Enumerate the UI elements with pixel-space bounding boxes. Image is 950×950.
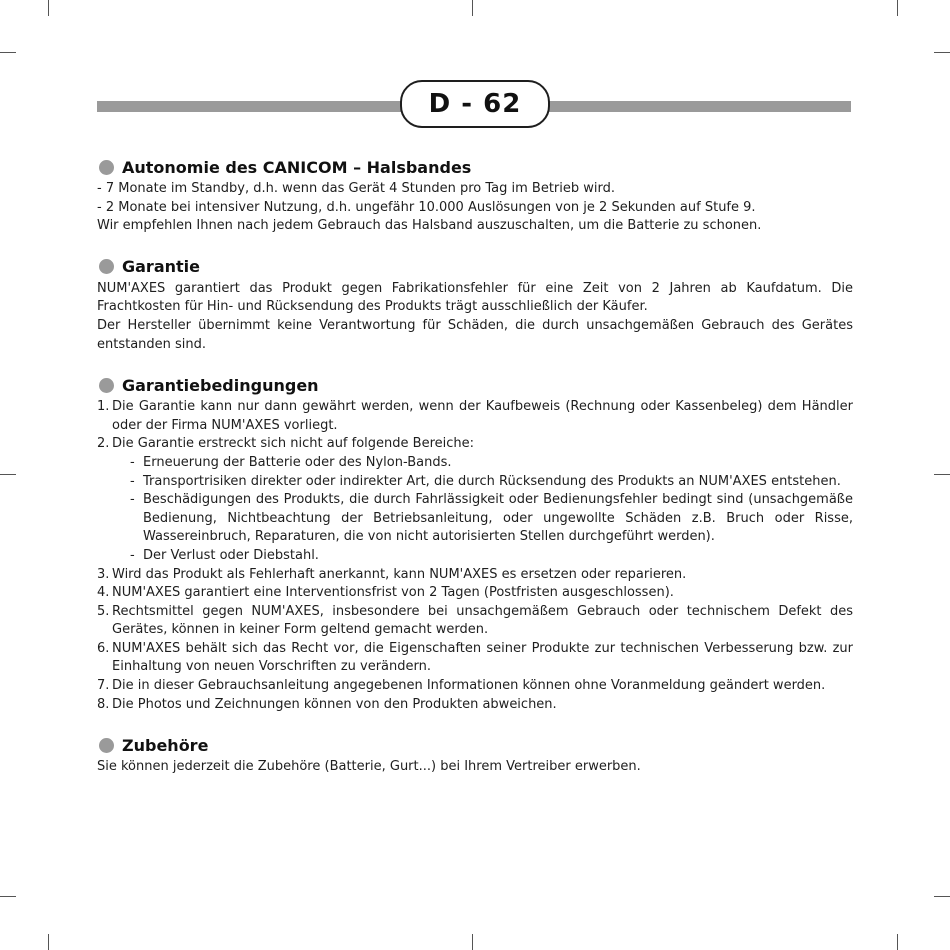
list-item: 7. Die in dieser Gebrauchsanleitung angegebenen Informationen können ohne Voranmeldung geändert werden.	[97, 678, 826, 694]
crop-mark	[934, 474, 950, 475]
crop-mark	[897, 0, 898, 16]
bullet-icon	[99, 738, 114, 753]
list-item: 3. Wird das Produkt als Fehlerhaft anerkannt, kann NUM'AXES es ersetzen oder reparieren.	[97, 566, 687, 582]
list-item: 5. Rechtsmittel gegen NUM'AXES, insbesondere bei unsachgemäßem Gebrauch oder technischem Defekt des Gerätes, können in keiner Form geltend gemacht werden.	[97, 603, 853, 638]
section-title: Garantiebedingungen	[97, 372, 853, 398]
autonomie-line: - 7 Monate im Standby, d.h. wenn das Gerät 4 Stunden pro Tag im Betrieb wird.	[97, 181, 616, 196]
crop-mark	[0, 52, 16, 53]
autonomie-line: - 2 Monate bei intensiver Nutzung, d.h. ungefähr 10.000 Auslösungen von je 2 Sekunden auf Stufe 9.	[97, 199, 756, 215]
page-content	[97, 154, 853, 795]
garantie-paragraph: Der Hersteller übernimmt keine Verantwortung für Schäden, die durch unsachgemäßen Gebrauch des Gerätes entstanden sind.	[97, 317, 853, 352]
section-garantie	[97, 254, 853, 354]
sub-list-item: - Der Verlust oder Diebstahl.	[130, 547, 319, 563]
garantie-paragraph: NUM'AXES garantiert das Produkt gegen Fabrikationsfehler für eine Zeit von 2 Jahren ab Kaufdatum. Die Frachtkosten für Hin- und Rücksendung des Produkts trägt ausschließlich der Käufer.	[97, 280, 853, 315]
crop-mark	[0, 896, 16, 897]
section-title: Zubehöre	[97, 732, 853, 758]
crop-mark	[48, 0, 49, 16]
section-zubehoer	[97, 732, 853, 777]
list-item: 6. NUM'AXES behält sich das Recht vor, die Eigenschaften seiner Produkte zur technischen Verbesserung bzw. zur Einhaltung von neuen Vorschriften zu verändern.	[97, 640, 853, 675]
section-autonomie	[97, 154, 853, 236]
section-title: Garantie	[97, 254, 853, 280]
conditions-list	[97, 398, 853, 714]
list-item: 4. NUM'AXES garantiert eine Interventionsfrist von 2 Tagen (Postfristen ausgeschlossen).	[97, 585, 674, 601]
crop-mark	[472, 0, 473, 16]
autonomie-line: Wir empfehlen Ihnen nach jedem Gebrauch das Halsband auszuschalten, um die Batterie zu schonen.	[97, 218, 762, 234]
zubehoer-text: Sie können jederzeit die Zubehöre (Batterie, Gurt...) bei Ihrem Vertreiber erwerben.	[97, 759, 641, 775]
crop-mark	[472, 934, 473, 950]
crop-mark	[0, 474, 16, 475]
crop-mark	[934, 52, 950, 53]
sub-list-item: - Transportrisiken direkter oder indirekter Art, die durch Rücksendung des Produkts an NUM'AXES entstehen.	[130, 473, 841, 489]
crop-mark	[934, 896, 950, 897]
crop-mark	[897, 934, 898, 950]
sub-list-item: - Erneuerung der Batterie oder des Nylon-Bands.	[130, 454, 452, 470]
crop-mark	[48, 934, 49, 950]
list-item: 1. Die Garantie kann nur dann gewährt werden, wenn der Kaufbeweis (Rechnung oder Kassenbeleg) dem Händler oder der Firma NUM'AXES vorliegt.	[97, 399, 853, 433]
section-title: Autonomie des CANICOM – Halsbandes	[97, 154, 853, 180]
bullet-icon	[99, 378, 114, 393]
page-number: D - 62	[400, 80, 550, 128]
list-item: 2. Die Garantie erstreckt sich nicht auf folgende Bereiche:	[97, 436, 475, 452]
list-item: 8. Die Photos und Zeichnungen können von den Produkten abweichen.	[97, 696, 557, 712]
exclusions-list	[130, 454, 853, 566]
sub-list-item: - Beschädigungen des Produkts, die durch Fahrlässigkeit oder Bedienungsfehler bedingt sind (unsachgemäße Bedienung, Nichtbeachtung der Betriebsanleitung, oder ungewollte Schäden z.B. Bruch oder Risse, Wassereinbruch, Reparaturen, die von nicht autorisierten Stellen durchgeführt werden).	[130, 492, 853, 545]
section-garantiebedingungen	[97, 372, 853, 714]
bullet-icon	[99, 160, 114, 175]
bullet-icon	[99, 259, 114, 274]
